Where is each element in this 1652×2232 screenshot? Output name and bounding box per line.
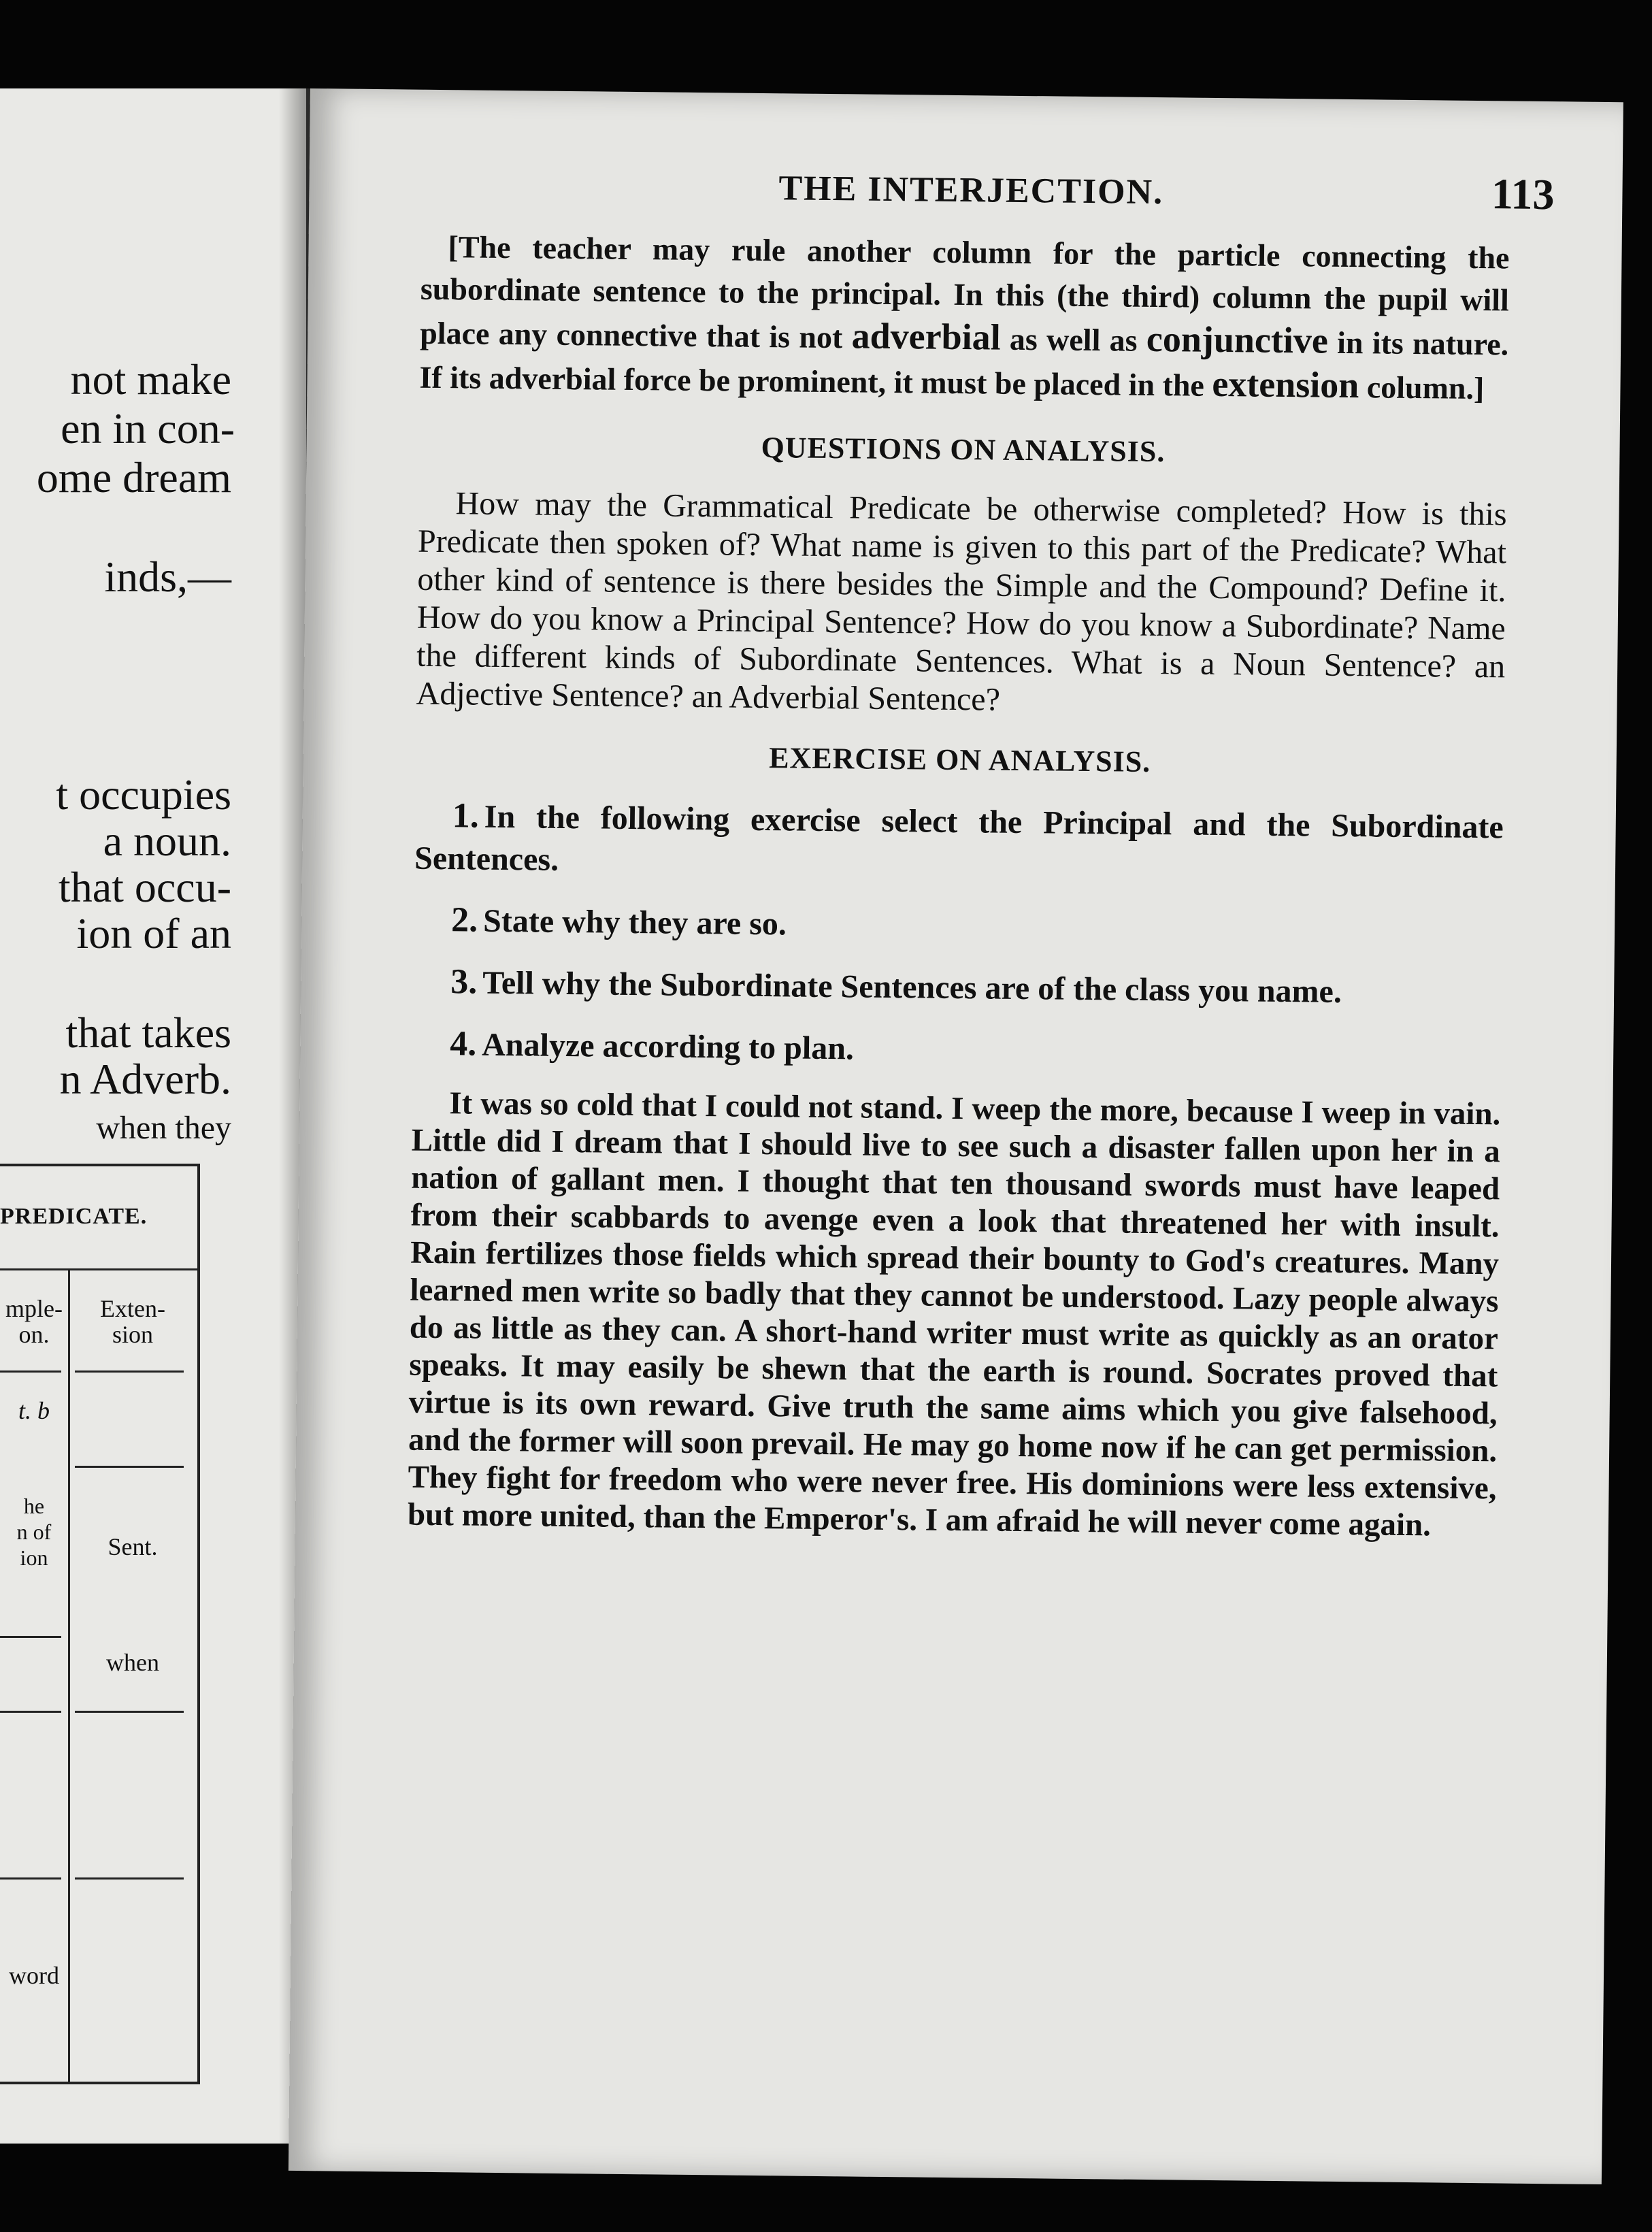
exercise-instruction: Tell why the Subordinate Sentences are of the class you name. [482,964,1342,1010]
questions-paragraph: How may the Grammatical Predicate be otherwise completed? How is this Predicate then spoken of? What name is given to this part of the Predicate? What other kind of sentence is there besides the Simple and the Compound? Define it. How do you know a Principal Sentence? How do you know a Subordinate? Name the different kinds of Subordinate Sentences. What is a Noun Sentence? an Adjective Sentence? an Adverbial Sentence? [416,485,1507,718]
questions-heading: QUESTIONS ON ANALYSIS. [761,430,1166,469]
left-line: that occu- [58,863,231,911]
exercise-instruction: State why they are so. [482,902,787,942]
table-cell: he n of ion [16,1494,52,1570]
teacher-note [419,226,1510,410]
left-line: not make [70,355,231,404]
table-cell: word [9,1962,59,1989]
table-header: PREDICATE. [0,1204,148,1229]
page-number: 113 [1491,169,1555,219]
table-cell: mple- on. [5,1295,63,1348]
exercise-instruction: Analyze according to plan. [482,1026,855,1067]
table-cell: Sent. [108,1533,158,1560]
exercise-instruction: In the following exercise select the Principal and the Subordinate Sentences. [414,798,1504,878]
note-text: [The teacher may rule another column for the particle connecting the subordinate sentence to the principal. In this (the third) column the pupil will place any connective that is not [419,229,1510,355]
left-line: en in con- [61,404,235,453]
left-line: a noun. [103,817,231,865]
table-cell: t. b [18,1397,50,1424]
exercise-heading: EXERCISE ON ANALYSIS. [768,741,1151,778]
exercise-item [414,795,1504,891]
analysis-table-fragment [0,1164,200,2084]
exercise-number: 1. [452,796,480,836]
table-cell: when [106,1649,159,1676]
emphasis-extension: extension [1212,363,1359,406]
left-line: when they [96,1110,231,1146]
left-line: n Adverb. [59,1055,231,1103]
left-line: that takes [65,1008,231,1057]
running-head: THE INTERJECTION. [778,169,1164,212]
exercise-number: 2. [450,900,478,940]
exercise-item [414,899,1503,953]
left-line: inds,— [104,553,231,601]
left-line: t occupies [56,770,231,819]
exercise-passage: It was so cold that I could not stand. I weep the more, because I weep in vain. Little did I dream that I should live to see such a disaster fallen upon her in a nation of gallant men. I thought that ten thousand swords must have leaped from their scabbards to avenge even a look that threatened her with insult. Rain fertilizes those fields which spread their bounty to God's creatures. Many learned men write so badly that they cannot be understood. Lazy people always do as little as they can. A short-hand writer must write as quickly as an orator speaks. It may easily be shewn that the earth is round. Socrates proved that virtue is its own reward. Give truth the same aims which you give falsehood, and the former will soon prevail. He may go home now if he can get permission. They fight for freedom who were never free. His dominions were less extensive, but more united, than the Emperor's. I am afraid he will never come again. [407,1085,1501,1543]
emphasis-adverbial: adverbial [851,315,1001,358]
note-text: as well as [1000,321,1147,358]
left-page-fragment [0,88,310,2144]
note-text: column.] [1359,370,1485,406]
left-line: ion of an [76,909,231,957]
exercise-number: 3. [450,962,478,1002]
exercise-item [413,961,1502,1015]
left-line: ome dream [36,453,231,502]
book-page-113 [288,88,1623,2184]
page-content [408,226,1510,1545]
exercise-number: 4. [450,1024,477,1064]
table-cell: Exten- sion [100,1295,165,1348]
emphasis-conjunctive: conjunctive [1146,318,1329,361]
note-text: in its nature. If its adverbial force be prominent, it must be placed in the [419,325,1509,403]
exercise-item [412,1023,1502,1077]
